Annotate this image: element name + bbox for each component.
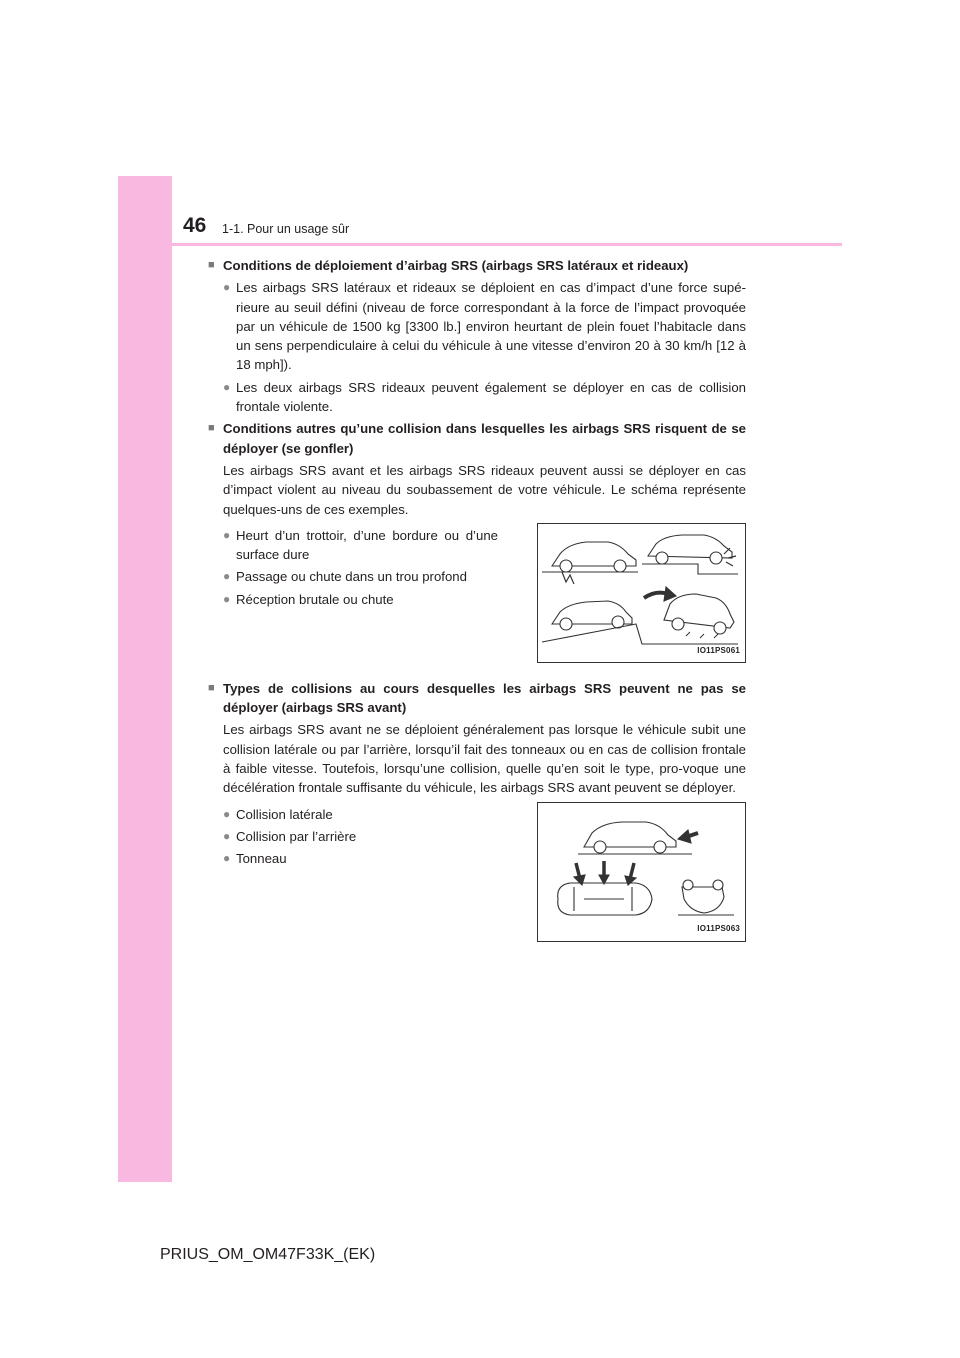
- section-heading: ■ Conditions autres qu’une collision dans lesquelles les airbags SRS risquent de se déployer (se gonfler): [208, 419, 746, 458]
- figure-row: [208, 523, 746, 663]
- section-title: 1-1. Pour un usage sûr: [222, 222, 350, 236]
- list-item: ● Heurt d’un trottoir, d’une bordure ou d’une surface dure: [223, 526, 498, 565]
- illustration-underbody-impacts: [537, 523, 746, 663]
- square-bullet-icon: ■: [208, 422, 215, 435]
- list-item: ● Collision latérale: [223, 805, 498, 824]
- page-content: [208, 253, 746, 942]
- figure-code: IO11PS061: [697, 645, 740, 655]
- circle-bullet-icon: ●: [223, 527, 231, 542]
- square-bullet-icon: ■: [208, 259, 215, 271]
- document-code: PRIUS_OM_OM47F33K_(EK): [160, 1246, 376, 1263]
- list-item: ● Les airbags SRS latéraux et rideaux se déploient en cas d’impact d’une force supé-rieure au seuil défini (niveau de force correspondant à la force de l’impact provoquée par un véhicule de 1500 kg [3300 lb.] environ heurtant de plein fouet l’habitacle dans un sens perpendiculaire à celui du véhicule à une vitesse d’environ 20 à 30 km/h [12 à 18 mph]).: [223, 278, 746, 374]
- circle-bullet-icon: ●: [223, 591, 231, 606]
- circle-bullet-icon: ●: [223, 379, 231, 394]
- circle-bullet-icon: ●: [223, 851, 231, 866]
- bullet-list: [208, 523, 498, 612]
- page-side-tab: [118, 176, 172, 1182]
- list-item: ● Passage ou chute dans un trou profond: [223, 567, 498, 586]
- circle-bullet-icon: ●: [223, 569, 231, 584]
- circle-bullet-icon: ●: [223, 280, 231, 295]
- square-bullet-icon: ■: [208, 681, 215, 694]
- list-item: ● Réception brutale ou chute: [223, 590, 498, 609]
- bullet-list: [208, 802, 498, 872]
- section-paragraph: Les airbags SRS avant ne se déploient généralement pas lorsque le véhicule subit une collision latérale ou par l’arrière, lorsqu’il fait des tonneaux ou en cas de collision frontale à faible vitesse. Toutefois, lorsqu’une collision, quelle qu’en soit le type, pro-voque une décélération frontale suffisante du véhicule, les airbags SRS avant peuvent se déployer.: [223, 722, 746, 796]
- section-heading: ■ Types de collisions au cours desquelles les airbags SRS peuvent ne pas se déployer (airbags SRS avant): [208, 679, 746, 718]
- circle-bullet-icon: ●: [223, 828, 231, 843]
- list-item: ● Tonneau: [223, 849, 498, 868]
- section-heading: ■ Conditions de déploiement d’airbag SRS (airbags SRS latéraux et rideaux): [208, 256, 746, 275]
- figure-code: IO11PS063: [697, 924, 740, 934]
- figure-row: [208, 802, 746, 942]
- page-number: 46: [183, 214, 207, 237]
- header-rule: [118, 243, 842, 246]
- list-item: ● Collision par l’arrière: [223, 827, 498, 846]
- section-paragraph: Les airbags SRS avant et les airbags SRS rideaux peuvent aussi se déployer en cas d’impact violent au niveau du soubassement de votre véhicule. Le schéma représente quelques-uns de ces exemples.: [223, 462, 746, 517]
- circle-bullet-icon: ●: [223, 806, 231, 821]
- illustration-non-deploy-collisions: [537, 802, 746, 942]
- list-item: ● Les deux airbags SRS rideaux peuvent également se déployer en cas de collision frontale violente.: [223, 378, 746, 417]
